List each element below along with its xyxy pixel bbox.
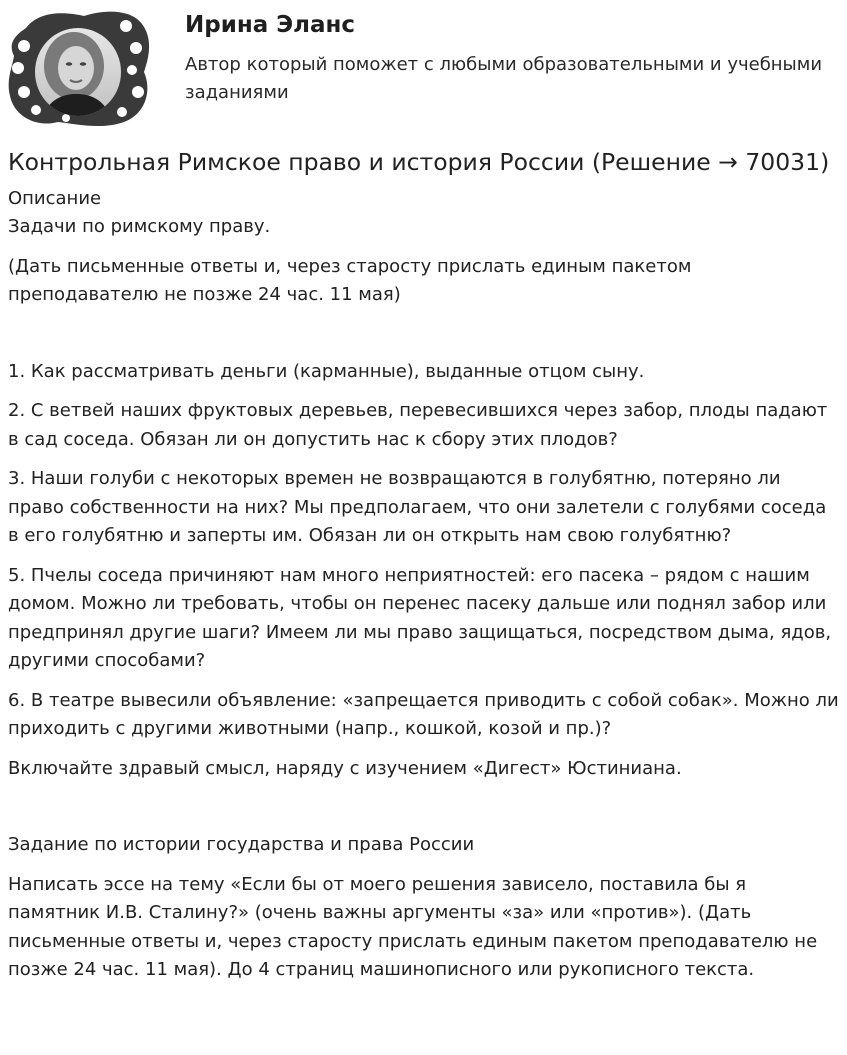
task-item: 3. Наши голуби с некоторых времен не возвращаются в голубятню, потеряно ли право собственности на них? Мы предполагаем, что они залетели с голубями соседа в его голубятню и заперты им. Обязан ли он открыть нам свою голубятню? [8, 468, 827, 546]
page-title: Контрольная Римское право и история России (Решение → 70031) [8, 148, 830, 176]
task-item: 2. С ветвей наших фруктовых деревьев, перевесившихся через забор, плоды падают в сад соседа. Обязан ли он допустить нас к сбору этих плодов? [8, 400, 828, 450]
instructions-text: (Дать письменные ответы и, через старосту прислать единым пакетом преподавателю не позже 24 час. 11 мая) [8, 255, 692, 305]
history-heading: Задание по истории государства и права России [8, 834, 475, 855]
closing-text: Включайте здравый смысл, наряду с изучением «Дигест» Юстиниана. [8, 757, 682, 779]
intro-text: Задачи по римскому праву. [8, 216, 271, 237]
avatar-film-frame-image [6, 6, 152, 128]
author-header [0, 0, 847, 130]
document-content [8, 147, 840, 985]
description-heading: Описание [8, 188, 102, 209]
author-description: Автор который поможет с любыми образовательными и учебными заданиями [185, 54, 823, 103]
task-item: 5. Пчелы соседа причиняют нам много неприятностей: его пасека – рядом с нашим домом. Можно ли требовать, чтобы он перенес пасеку дальше или поднял забор или предпринял другие шаги? Имеем ли мы право защищаться, посредством дыма, ядов, другими способами? [8, 564, 832, 671]
author-name[interactable]: Ирина Эланс [185, 12, 356, 38]
task-item: 1. Как рассматривать деньги (карманные), выданные отцом сыну. [8, 360, 645, 382]
task-item: 6. В театре вывесили объявление: «запрещается приводить с собой собак». Можно ли приходить с другими животными (напр., кошкой, козой и пр.)? [8, 689, 839, 739]
avatar[interactable] [6, 6, 152, 128]
history-task-text: Написать эссе на тему «Если бы от моего решения зависело, поставила бы я памятник И.В. Сталину?» (очень важны аргументы «за» или «против»). (Дать письменные ответы и, через старосту прислать единым пакетом преподавателю не позже 24 час. 11 мая). До 4 страниц машинописного или рукописного текста. [8, 873, 818, 980]
